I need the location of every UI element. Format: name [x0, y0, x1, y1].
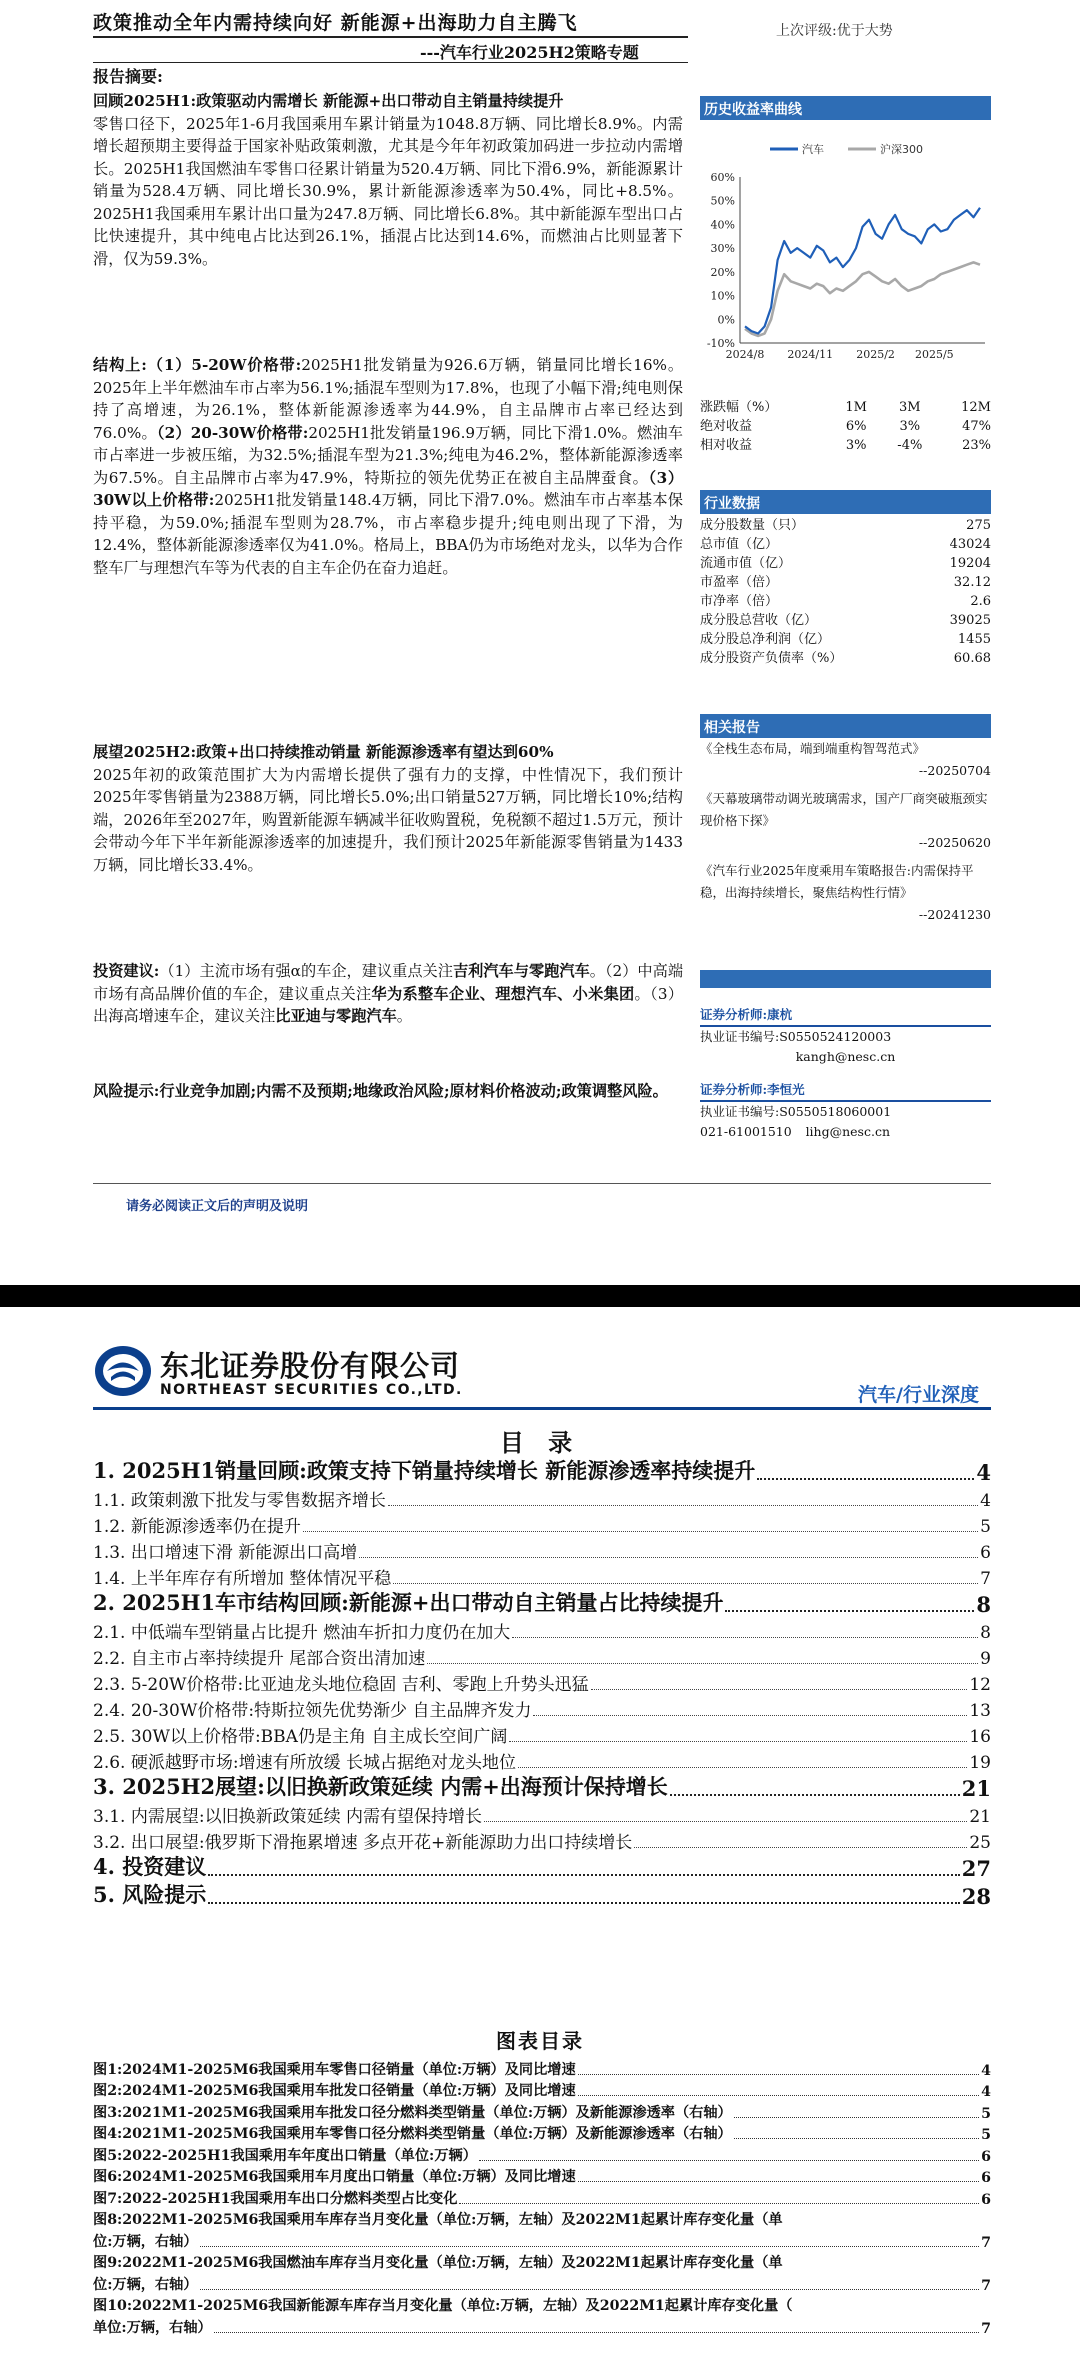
y-tick-label: 40%: [710, 218, 735, 232]
returns-header-label: 涨跌幅（%）: [700, 400, 778, 415]
report-date: --20250620: [918, 835, 991, 850]
toc-entry-title[interactable]: 2.6. 硬派越野市场:增速有所放缓 长城占据绝对龙头地位: [93, 1753, 516, 1773]
company-logo-icon: [93, 1344, 153, 1398]
toc-entry[interactable]: [93, 1695, 991, 1721]
toc-entry-title[interactable]: 2.2. 自主市占率持续提升 尾部合资出清加速: [93, 1649, 426, 1669]
analyst-divider-bar: [700, 970, 991, 988]
toc-leader-dots: [509, 1741, 967, 1742]
company-name-en: NORTHEAST SECURITIES CO.,LTD.: [160, 1382, 463, 1398]
industry-label: 市净率（倍）: [700, 594, 779, 609]
toc-leader-dots: [208, 1902, 960, 1904]
advice-section: [93, 960, 683, 1028]
industry-data-header: 行业数据: [700, 490, 991, 514]
industry-value: 1455: [957, 632, 991, 647]
figure-entry[interactable]: [93, 2057, 991, 2079]
industry-label: 成分股总营收（亿）: [700, 613, 818, 628]
analyst-block: [700, 1080, 991, 1142]
analyst-name: 证券分析师:李恒光: [700, 1080, 991, 1102]
returns-cell: 6%: [845, 419, 867, 434]
figure-entry[interactable]: [93, 2294, 991, 2316]
analyst-email[interactable]: kangh@nesc.cn: [795, 1049, 896, 1064]
toc-page-number: 27: [961, 1856, 991, 1881]
industry-value: 43024: [949, 537, 991, 552]
analyst-block: [700, 1005, 991, 1067]
risk-body: 行业竞争加剧;内需不及预期;地缘政治风险;原材料价格波动;政策调整风险。: [159, 1082, 668, 1100]
footer-rule: [93, 1183, 991, 1184]
returns-cell: 23%: [962, 438, 991, 453]
toc-leader-dots: [359, 1557, 978, 1558]
industry-row: [700, 573, 991, 592]
returns-cell: 3%: [845, 438, 867, 453]
analyst-phone: 021-61001510: [700, 1124, 792, 1139]
toc-entry[interactable]: [93, 1853, 991, 1881]
industry-value: 19204: [949, 556, 991, 571]
industry-row: [700, 611, 991, 630]
figure-entry[interactable]: [93, 2251, 991, 2273]
returns-table: [700, 398, 991, 455]
figure-entry-title[interactable]: 图1:2024M1-2025M6我国乘用车零售口径销量（单位:万辆）及同比增速: [93, 2061, 576, 2078]
report-item[interactable]: [700, 860, 991, 904]
legend-label: 汽车: [802, 143, 824, 156]
figure-entry[interactable]: [93, 2079, 991, 2101]
toc-entry[interactable]: [93, 1747, 991, 1773]
review-section: [93, 90, 683, 270]
toc-entry[interactable]: [93, 1485, 991, 1511]
returns-row-label: 绝对收益: [700, 419, 753, 434]
figure-page-number: 7: [981, 2277, 991, 2294]
returns-header-row: [700, 398, 991, 417]
toc-page-number: 8: [976, 1592, 991, 1617]
page-gap: [0, 1285, 1080, 1307]
structure-lead-3: （3）30W以上价格带:: [93, 468, 684, 509]
header-rule: [93, 1407, 991, 1410]
figure-entry-title[interactable]: 图2:2024M1-2025M6我国乘用车批发口径销量（单位:万辆）及同比增速: [93, 2083, 576, 2099]
figure-leader-dots: [578, 2181, 979, 2182]
figure-page-number: 7: [981, 2320, 991, 2337]
analyst-name: 证券分析师:康杭: [700, 1005, 991, 1027]
toc-leader-dots: [512, 1637, 978, 1638]
advice-text-4: 。: [396, 1007, 412, 1025]
report-subtitle: ---汽车行业2025H2策略专题: [420, 43, 639, 62]
toc-entry-title[interactable]: 2.4. 20-30W价格带:特斯拉领先优势渐少 自主品牌齐发力: [93, 1701, 532, 1721]
figure-page-number: 7: [981, 2234, 991, 2251]
returns-cell: -4%: [897, 438, 923, 453]
industry-label: 成分股资产负债率（%）: [700, 651, 843, 666]
figure-entry[interactable]: [93, 2208, 991, 2230]
industry-value: 32.12: [953, 575, 991, 590]
toc-page-number: 9: [980, 1649, 991, 1669]
returns-cell: 47%: [962, 419, 991, 434]
toc-leader-dots: [725, 1610, 974, 1612]
toc-entry[interactable]: [93, 1643, 991, 1669]
figure-page-number: 6: [981, 2191, 991, 2208]
advice-text-3: 。（3）出海高增速车企，建议关注: [93, 984, 684, 1025]
x-tick-label: 2024/11: [787, 348, 834, 361]
y-tick-label: 10%: [710, 289, 735, 303]
review-heading: 回顾2025H1:政策驱动内需增长 新能源+出口带动自主销量持续提升: [93, 92, 564, 110]
figure-entry[interactable]: [93, 2100, 991, 2122]
toc-page-number: 21: [969, 1807, 991, 1827]
figure-entry-continuation[interactable]: [93, 2229, 991, 2251]
toc-page-number: 19: [969, 1753, 991, 1773]
advice-lead: 投资建议:: [93, 962, 160, 980]
figure-entry[interactable]: [93, 2122, 991, 2144]
figure-entry-title[interactable]: 图10:2022M1-2025M6我国新能源车库存当月变化量（单位:万辆，左轴）及2022M1起累计库存变化量（: [93, 2298, 793, 2314]
figure-leader-dots: [578, 2095, 979, 2096]
figure-page-number: 4: [981, 2084, 991, 2100]
company-name-cn: 东北证券股份有限公司: [160, 1349, 461, 1383]
y-tick-label: 20%: [710, 265, 735, 279]
analyst-license: 执业证书编号:S0550518060001: [700, 1104, 892, 1119]
figure-leader-dots: [459, 2203, 979, 2204]
y-tick-label: 0%: [717, 313, 735, 327]
toc-page-number: 16: [969, 1727, 991, 1747]
returns-cell: 3%: [899, 419, 921, 434]
toc-page-number: 7: [980, 1569, 991, 1589]
legend-label: 沪深300: [880, 143, 923, 156]
outlook-body: 2025年初的政策范围扩大为内需增长提供了强有力的支撑，中性情况下，我们预计2025年零售销量为2388万辆，同比增长5.0%;出口销量527万辆，同比增长10%;结构端，2026年至2027年，购置新能源车辆减半征收购置税，免税额不超过1.5万元，预计会带动今年下半年新能源渗透率的加速提升，我们预计2025年新能源零售销量为1433万辆，同比增长33.4%。: [93, 765, 683, 874]
analyst-license: 执业证书编号:S0550524120003: [700, 1029, 892, 1044]
toc-page-number: 4: [980, 1491, 991, 1511]
toc-leader-dots: [634, 1847, 967, 1848]
toc-page-number: 12: [969, 1675, 991, 1695]
figure-entry-title[interactable]: 图9:2022M1-2025M6我国燃油车库存当月变化量（单位:万辆，左轴）及2022M1起累计库存变化量（单: [93, 2255, 783, 2271]
figure-leader-dots: [200, 2289, 980, 2290]
figure-entry-title[interactable]: 图3:2021M1-2025M6我国乘用车批发口径分燃料类型销量（单位:万辆）及新能源渗透率（右轴）: [93, 2104, 732, 2121]
industry-data-table: [700, 516, 991, 668]
toc-entry[interactable]: [93, 1827, 991, 1853]
previous-rating: 上次评级:优于大势: [776, 23, 893, 39]
figure-page-number: 5: [981, 2127, 991, 2143]
toc-entry[interactable]: [93, 1563, 991, 1589]
advice-text-2: 。（2）中高端市场有高品牌价值的车企，建议重点关注: [93, 962, 684, 1003]
toc-leader-dots: [393, 1583, 978, 1584]
structure-body-3: 2025H1批发销量148.4万辆，同比下滑7.0%。燃油车市占率基本保持平稳，为59.0%;插混车型则为28.7%，市占率稳步提升;纯电则出现了下滑，为12.4%，整体新能源渗透率仅为41.0%。格局上，BBA仍为市场绝对龙头，以华为合作整车厂与理想汽车等为代表的自主车企仍在奋力追赶。: [93, 491, 683, 577]
toc-entry[interactable]: [93, 1511, 991, 1537]
return-curve-chart: [700, 125, 991, 361]
industry-value: 60.68: [953, 651, 991, 666]
figure-page-number: 4: [981, 2062, 991, 2079]
industry-value: 275: [966, 518, 991, 533]
toc-leader-dots: [670, 1794, 960, 1796]
figure-entry[interactable]: [93, 2186, 991, 2208]
industry-label: 成分股数量（只）: [700, 518, 805, 533]
toc-page-number: 4: [976, 1460, 991, 1485]
toc-leader-dots: [533, 1715, 967, 1716]
toc-entry-title[interactable]: 1.3. 出口增速下滑 新能源出口高增: [93, 1543, 358, 1563]
figure-entry[interactable]: [93, 2165, 991, 2187]
industry-row: [700, 535, 991, 554]
figure-leader-dots: [578, 2074, 979, 2075]
industry-label: 成分股总净利润（亿）: [700, 632, 831, 647]
structure-body-1: 2025H1批发销量为926.6万辆，销量同比增长16%。2025年上半年燃油车市占率为56.1%;插混车型则为17.8%，也现了小幅下滑;纯电则保持了高增速，为26.1%，整体新能源渗透率为44.9%，自主品牌市占率已经达到76.0%。: [93, 356, 684, 442]
toc-page-number: 28: [961, 1884, 991, 1909]
figure-entry-title[interactable]: 图8:2022M1-2025M6我国乘用车库存当月变化量（单位:万辆，左轴）及2022M1起累计库存变化量（单: [93, 2212, 783, 2228]
subtitle-rule: [93, 62, 688, 63]
advice-bold-2: 华为系整车企业、理想汽车、小米集团: [371, 984, 635, 1003]
outlook-heading: 展望2025H2:政策+出口持续推动销量 新能源渗透率有望达到60%: [93, 743, 554, 761]
toc-entry-title[interactable]: 1.4. 上半年库存有所增加 整体情况平稳: [93, 1569, 392, 1589]
toc-leader-dots: [427, 1663, 978, 1664]
toc-entry-title[interactable]: 3. 2025H2展望:以旧换新政策延续 内需+出海预计保持增长: [93, 1774, 668, 1799]
figure-page-number: 5: [981, 2105, 991, 2122]
figure-entry-continuation[interactable]: [93, 2272, 991, 2294]
risk-lead: 风险提示:: [93, 1082, 160, 1100]
report-item[interactable]: [700, 738, 991, 760]
returns-row-label: 相对收益: [700, 438, 753, 453]
x-tick-label: 2024/8: [725, 348, 765, 361]
toc-title: 目 录: [499, 1428, 581, 1457]
footer-disclaimer: 请务必阅读正文后的声明及说明: [126, 1199, 309, 1214]
figure-entry-continuation[interactable]: [93, 2315, 991, 2337]
toc-entry-title[interactable]: 1.1. 政策刺激下批发与零售数据齐增长: [93, 1491, 386, 1511]
industry-row: [700, 630, 991, 649]
returns-row: [700, 417, 991, 436]
advice-text-1: （1）主流市场有强α的车企，建议重点关注: [159, 962, 453, 980]
toc-entry-title[interactable]: 5. 风险提示: [93, 1882, 207, 1907]
toc-entry-title[interactable]: 3.2. 出口展望:俄罗斯下滑拖累增速 多点开花+新能源助力出口持续增长: [93, 1833, 633, 1853]
industry-row: [700, 516, 991, 535]
toc-entry-title[interactable]: 1. 2025H1销量回顾:政策支持下销量持续增长 新能源渗透率持续提升: [93, 1458, 756, 1483]
toc-leader-dots: [518, 1767, 967, 1768]
y-tick-label: 30%: [710, 242, 735, 256]
toc-page-number: 6: [980, 1543, 991, 1563]
toc-entry-title[interactable]: 2.5. 30W以上价格带:BBA仍是主角 自主成长空间广阔: [93, 1727, 508, 1747]
figure-leader-dots: [734, 2117, 979, 2118]
report-title-link[interactable]: 《天幕玻璃带动调光玻璃需求，国产厂商突破瓶颈实现价格下探》: [700, 791, 988, 828]
toc-entry-title[interactable]: 1.2. 新能源渗透率仍在提升: [93, 1517, 301, 1537]
y-tick-label: -10%: [706, 337, 735, 350]
figure-leader-dots: [479, 2160, 979, 2161]
returns-header-12m: 12M: [961, 400, 991, 415]
toc-page-number: 21: [961, 1776, 991, 1801]
series-line-auto: [745, 208, 980, 334]
industry-row: [700, 554, 991, 573]
toc-page-number: 8: [980, 1623, 991, 1643]
toc-page-number: 5: [980, 1517, 991, 1537]
advice-bold-1: 吉利汽车与零跑汽车: [452, 962, 590, 980]
toc-entry[interactable]: [93, 1801, 991, 1827]
report-title-link[interactable]: 《全栈生态布局，端到端重构智驾范式》: [700, 741, 926, 756]
related-reports: [700, 738, 991, 926]
toc-entry[interactable]: [93, 1881, 991, 1909]
figure-entry-title[interactable]: 单位:万辆，右轴）: [93, 2319, 212, 2336]
toc-entry[interactable]: [93, 1669, 991, 1695]
figure-page-number: 6: [981, 2170, 991, 2186]
industry-row: [700, 649, 991, 668]
toc-leader-dots: [303, 1531, 978, 1532]
returns-header-3m: 3M: [899, 400, 921, 415]
figure-entry[interactable]: [93, 2143, 991, 2165]
industry-row: [700, 592, 991, 611]
related-reports-header: 相关报告: [700, 714, 991, 738]
report-page-2: [0, 1307, 1080, 2373]
toc-entry[interactable]: [93, 1617, 991, 1643]
report-title-link[interactable]: 《汽车行业2025年度乘用车策略报告:内需保持平稳，出海持续增长，聚焦结构性行情》: [700, 863, 974, 900]
report-category: 汽车/行业深度: [858, 1384, 979, 1406]
toc-leader-dots: [757, 1478, 974, 1480]
x-tick-label: 2025/5: [914, 348, 954, 361]
industry-value: 2.6: [970, 594, 991, 609]
toc-entry-title[interactable]: 4. 投资建议: [93, 1854, 207, 1879]
toc-entry-title[interactable]: 2. 2025H1车市结构回顾:新能源+出口带动自主销量占比持续提升: [93, 1590, 724, 1615]
review-body: 零售口径下，2025年1-6月我国乘用车累计销量为1048.8万辆、同比增长8.9%。内需增长超预期主要得益于国家补贴政策刺激，尤其是今年年初政策加码进一步拉动内需增长。2025H1我国燃油车零售口径累计销量为520.4万辆、同比下滑6.9%，新能源累计销量为528.4万辆、同比增长30.9%，累计新能源渗透率为50.4%，同比+8.5%。2025H1我国乘用车累计出口量为247.8万辆、同比增长6.8%。其中新能源车型出口占比快速提升，其中纯电占比达到26.1%，插混占比达到14.6%，而燃油占比则显著下滑，仅为59.3%。: [93, 114, 683, 268]
figure-entry-title[interactable]: 图5:2022-2025H1我国乘用车年度出口销量（单位:万辆）: [93, 2147, 477, 2164]
figure-entry-title[interactable]: 位:万辆，右轴）: [93, 2233, 198, 2250]
toc-page-number: 25: [969, 1833, 991, 1853]
industry-label: 市盈率（倍）: [700, 575, 779, 590]
figure-index: [93, 2057, 991, 2337]
toc-entry[interactable]: [93, 1537, 991, 1563]
toc-entry[interactable]: [93, 1457, 991, 1485]
chart-header: 历史收益率曲线: [700, 96, 991, 120]
toc-entry-title[interactable]: 3.1. 内需展望:以旧换新政策延续 内需有望保持增长: [93, 1807, 482, 1827]
outlook-section: [93, 741, 683, 876]
industry-label: 流通市值（亿）: [700, 556, 792, 571]
toc-page-number: 13: [969, 1701, 991, 1721]
returns-header-1m: 1M: [845, 400, 867, 415]
report-item[interactable]: [700, 788, 991, 832]
figure-entry-title[interactable]: 位:万辆，右轴）: [93, 2276, 198, 2293]
toc-leader-dots: [208, 1874, 960, 1876]
advice-bold-3: 比亚迪与零跑汽车: [275, 1007, 397, 1025]
structure-lead-1: 结构上:（1）5-20W价格带:: [93, 356, 302, 374]
figure-entry-title[interactable]: 图6:2024M1-2025M6我国乘用车月度出口销量（单位:万辆）及同比增速: [93, 2169, 576, 2185]
figure-leader-dots: [200, 2246, 980, 2247]
toc-entry-title[interactable]: 2.3. 5-20W价格带:比亚迪龙头地位稳固 吉利、零跑上升势头迅猛: [93, 1675, 589, 1695]
toc-entry[interactable]: [93, 1721, 991, 1747]
report-title: 政策推动全年内需持续向好 新能源+出海助力自主腾飞: [93, 12, 578, 34]
figure-leader-dots: [734, 2138, 979, 2139]
figure-page-number: 6: [981, 2148, 991, 2165]
report-date: --20250704: [918, 763, 991, 778]
title-rule: [93, 36, 688, 38]
analyst-email[interactable]: lihg@nesc.cn: [805, 1124, 890, 1139]
figure-index-title: 图表目录: [496, 2029, 584, 2053]
toc-entry[interactable]: [93, 1589, 991, 1617]
figure-entry-title[interactable]: 图4:2021M1-2025M6我国乘用车零售口径分燃料类型销量（单位:万辆）及新能源渗透率（右轴）: [93, 2126, 732, 2142]
risk-section: [93, 1080, 683, 1103]
table-of-contents: [93, 1457, 991, 1909]
figure-leader-dots: [214, 2332, 979, 2333]
structure-lead-2: （2）20-30W价格带:: [156, 423, 309, 442]
structure-body-2: 2025H1批发销量196.9万辆，同比下滑1.0%。燃油车市占率进一步被压缩，为32.5%;插混车型为21.3%;纯电为46.2%，整体新能源渗透率为67.5%。自主品牌市占率为47.9%，特斯拉的领先优势正在被自主品牌蚕食。: [93, 423, 683, 487]
toc-leader-dots: [388, 1505, 978, 1506]
structure-section: [93, 354, 683, 579]
returns-row: [700, 436, 991, 455]
summary-heading: 报告摘要:: [93, 67, 163, 86]
report-date: --20241230: [918, 907, 991, 922]
y-tick-label: 50%: [710, 194, 735, 208]
toc-leader-dots: [484, 1821, 967, 1822]
y-tick-label: 60%: [710, 171, 735, 184]
figure-entry-title[interactable]: 图7:2022-2025H1我国乘用车出口分燃料类型占比变化: [93, 2190, 458, 2207]
x-tick-label: 2025/2: [856, 348, 895, 361]
toc-entry[interactable]: [93, 1773, 991, 1801]
industry-label: 总市值（亿）: [700, 537, 779, 552]
industry-value: 39025: [949, 613, 991, 628]
toc-leader-dots: [591, 1689, 968, 1690]
toc-entry-title[interactable]: 2.1. 中低端车型销量占比提升 燃油车折扣力度仍在加大: [93, 1623, 511, 1643]
series-line-csi300: [745, 262, 980, 336]
